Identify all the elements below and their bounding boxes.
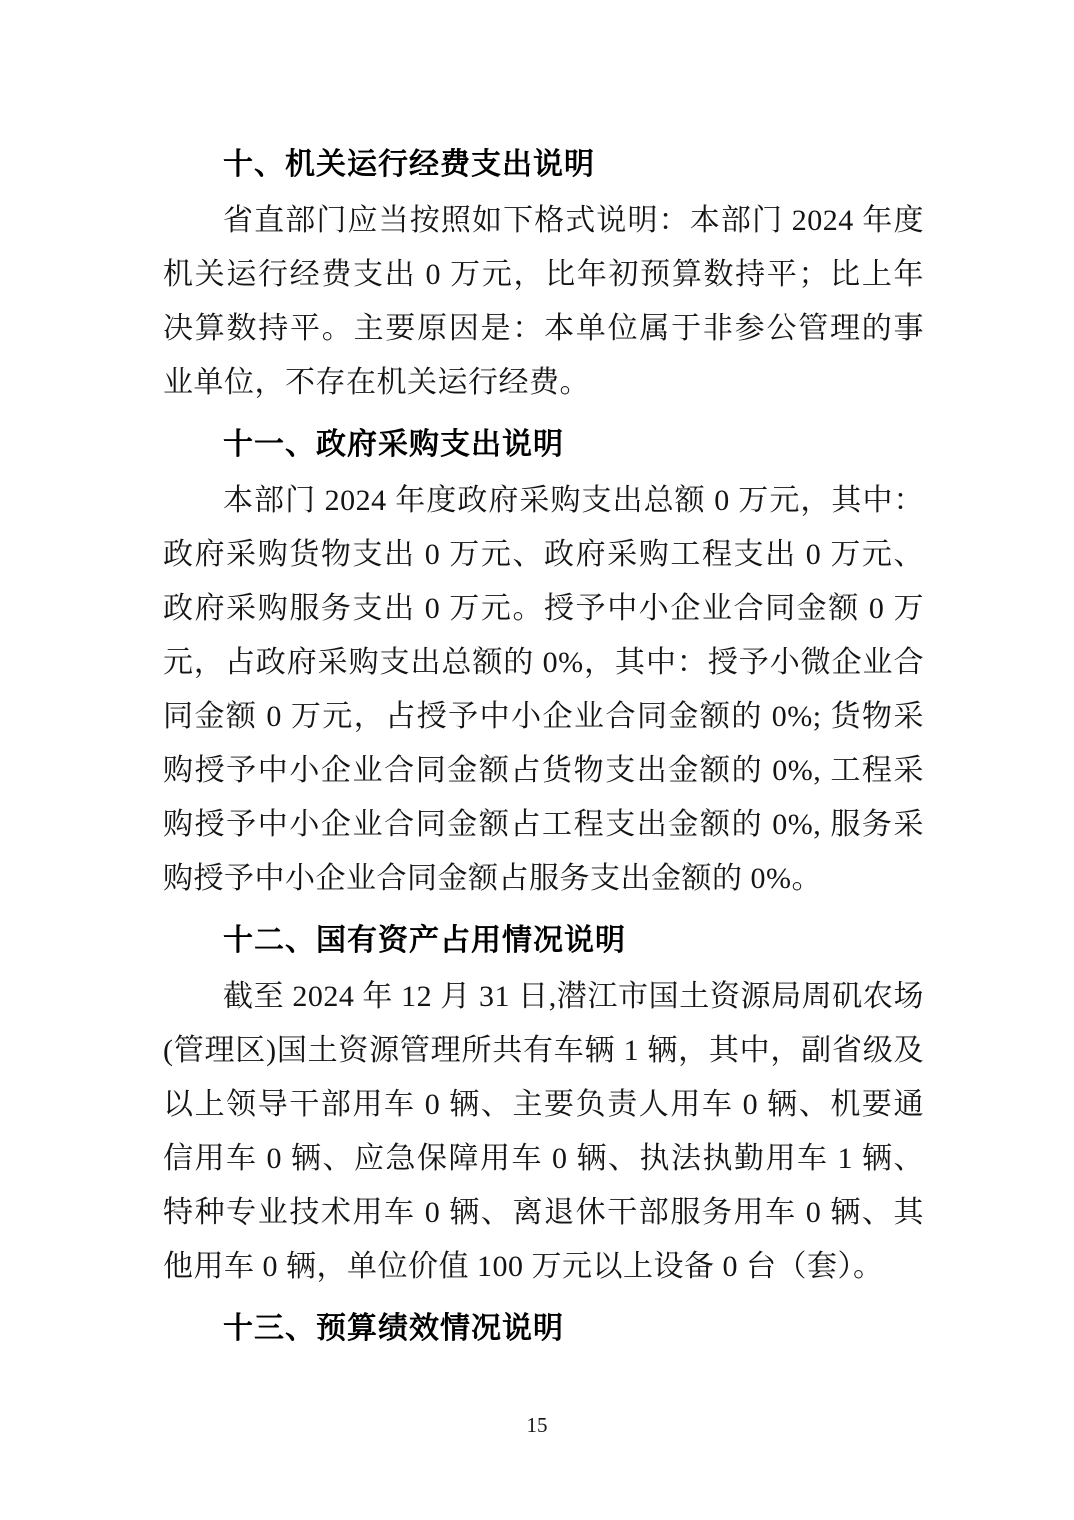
section-12-state-owned-assets (163, 914, 924, 1294)
section-11-paragraph: 本部门 2024 年度政府采购支出总额 0 万元，其中：政府采购货物支出 0 万元、政府采购工程支出 0 万元、政府采购服务支出 0 万元。授予中小企业合同金额 0 万元，占政府采购支出总额的 0%，其中：授予小微企业合同金额 0 万元，占授予中小企业合同金额的 0%; 货物采购授予中小企业合同金额占货物支出金额的 0%, 工程采购授予中小企业合同金额占工程支出金额的 0%, 服务采购授予中小企业合同金额占服务支出金额的 0%。 (163, 484, 924, 895)
section-10-heading: 十、机关运行经费支出说明 (223, 148, 595, 181)
section-12-paragraph: 截至 2024 年 12 月 31 日,潜江市国土资源局周矶农场(管理区)国土资源管理所共有车辆 1 辆，其中，副省级及以上领导干部用车 0 辆、主要负责人用车 0 辆、机要通信用车 0 辆、应急保障用车 0 辆、执法执勤用车 1 辆、特种专业技术用车 0 辆、离退休干部服务用车 0 辆、其他用车 0 辆，单位价值 100 万元以上设备 0 台（套）。 (163, 980, 924, 1283)
section-13-heading: 十三、预算绩效情况说明 (223, 1312, 564, 1345)
section-10-agency-operating-expense (163, 138, 924, 410)
page-number: 15 (526, 1413, 548, 1437)
section-10-paragraph: 省直部门应当按照如下格式说明：本部门 2024 年度机关运行经费支出 0 万元，比年初预算数持平；比上年决算数持平。主要原因是：本单位属于非参公管理的事业单位，不存在机关运行经费。 (163, 204, 924, 399)
section-13-budget-performance (163, 1302, 924, 1356)
section-11-government-procurement (163, 418, 924, 906)
section-11-heading: 十一、政府采购支出说明 (223, 428, 564, 461)
section-12-heading: 十二、国有资产占用情况说明 (223, 924, 626, 957)
